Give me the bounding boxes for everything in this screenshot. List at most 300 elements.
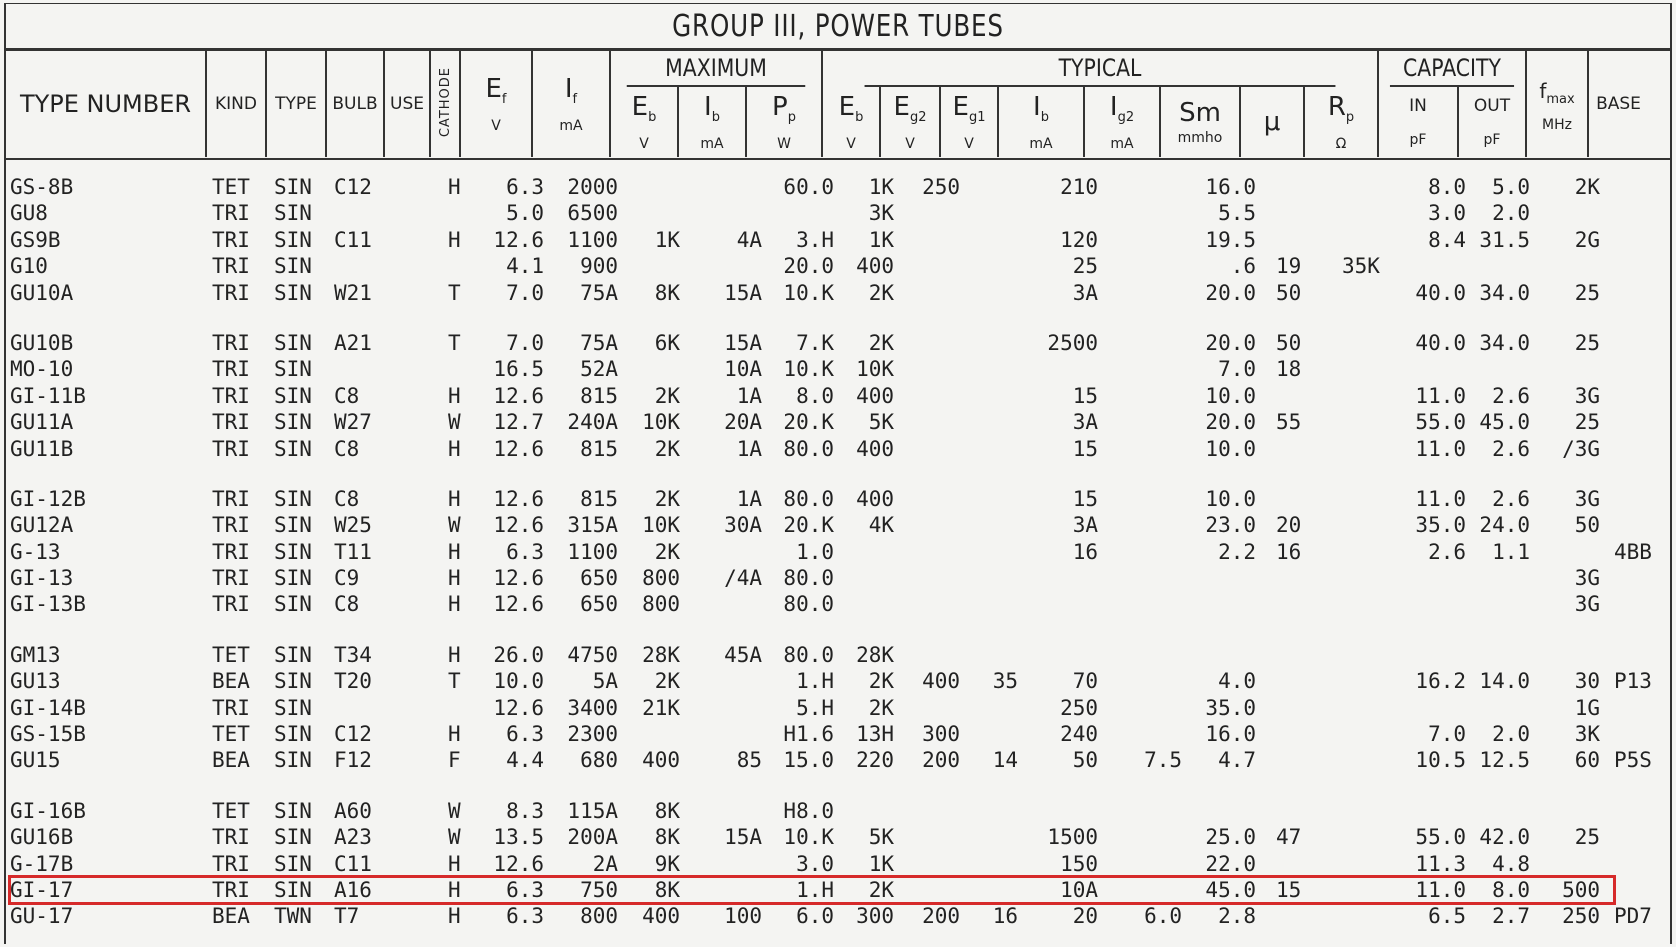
cell-kind: TET [212,175,250,199]
cell-tp: SIN [274,851,312,876]
cell-base: PD7 [1614,904,1652,929]
cell-sm: 4.7 [1218,748,1256,773]
cell-eg1: 14 [992,748,1018,773]
cell-bulb: T7 [334,904,360,929]
cell-type: GU10B [10,330,74,355]
cell-mib: /4A [724,566,762,591]
cell-cath: T [448,280,461,305]
cell-type: GM13 [10,642,61,667]
cell-cath: H [448,722,461,747]
cell-cath: W [448,513,461,538]
cell-type: GI-14B [10,695,86,720]
cell-if: 75A [580,330,618,355]
cell-meb: 8K [654,825,680,850]
cell-ib: 1500 [1047,825,1098,850]
table-row [6,280,1670,306]
cell-mu: 50 [1276,330,1302,355]
cell-ef: 7.0 [506,330,544,355]
cell-fmax: 3G [1574,383,1600,408]
cell-meb: 8K [654,798,680,823]
cell-fmax: 2G [1574,227,1600,252]
table-row [6,436,1670,462]
cell-out: 24.0 [1479,513,1530,538]
cell-ib: 250 [1060,695,1098,720]
cell-type: MO-10 [10,357,74,382]
cell-out: 5.0 [1492,175,1530,199]
cell-bulb: C12 [334,722,372,747]
cell-mpp: 6.0 [796,904,834,929]
header-typ-eb: $E_b$ V [822,87,880,157]
table-row [6,383,1670,409]
cell-teb: 400 [856,486,894,511]
cell-out: 8.0 [1492,877,1530,902]
cell-tp: SIN [274,175,312,199]
cell-if: 815 [580,436,618,461]
cell-in: 55.0 [1415,825,1466,850]
cell-tp: SIN [274,280,312,305]
table-row [6,174,1670,200]
cell-out: 2.7 [1492,904,1530,929]
cell-kind: TRI [212,695,250,720]
cell-if: 2A [592,851,618,876]
cell-out: 4.8 [1492,851,1530,876]
cell-ib: 150 [1060,851,1098,876]
cell-meb: 28K [642,642,680,667]
cell-kind: TRI [212,436,250,461]
cell-if: 1100 [567,539,618,564]
cell-mib: 15A [724,330,762,355]
cell-eg2: 250 [922,175,960,199]
cell-ef: 12.6 [493,513,544,538]
cell-in: 11.3 [1415,851,1466,876]
cell-kind: TRI [212,877,250,902]
cell-if: 115A [567,798,618,823]
cell-meb: 800 [642,566,680,591]
cell-if: 4750 [567,642,618,667]
cell-meb: 8K [654,877,680,902]
cell-teb: 400 [856,383,894,408]
cell-mpp: H8.0 [783,798,834,823]
cell-meb: 1K [654,227,680,252]
cell-tp: SIN [274,877,312,902]
cell-teb: 13H [856,722,894,747]
cell-kind: TET [212,798,250,823]
cell-ef: 12.6 [493,486,544,511]
header-cap-in: IN pF [1378,87,1458,157]
table-row [6,798,1670,824]
cell-mpp: 80.0 [783,642,834,667]
cell-sm: 10.0 [1205,436,1256,461]
cell-type: GI-13 [10,566,74,591]
cell-teb: 1K [868,851,894,876]
cell-mpp: 3.0 [796,851,834,876]
cell-if: 75A [580,280,618,305]
cell-mpp: 20.0 [783,254,834,279]
table-row [6,512,1670,538]
table-row [6,200,1670,226]
cell-if: 52A [580,357,618,382]
cell-kind: TET [212,722,250,747]
cell-kind: TRI [212,383,250,408]
cell-tp: SIN [274,592,312,617]
cell-type: GU-17 [10,904,74,929]
cell-tp: SIN [274,227,312,252]
cell-cath: H [448,383,461,408]
cell-cath: T [448,330,461,355]
cell-in: 11.0 [1415,383,1466,408]
header-typ-eg2: $E_{g2}$ V [880,87,940,157]
cell-bulb: C12 [334,175,372,199]
table-row [6,409,1670,435]
cell-base: 4BB [1614,539,1652,564]
cell-bulb: W27 [334,410,372,435]
cell-fmax: 25 [1574,330,1600,355]
cell-in: 35.0 [1415,513,1466,538]
cell-kind: TRI [212,227,250,252]
cell-mpp: 10.K [783,357,834,382]
cell-cath: H [448,436,461,461]
cell-kind: TRI [212,592,250,617]
cell-sm: 7.0 [1218,357,1256,382]
cell-sm: 2.2 [1218,539,1256,564]
cell-in: 3.0 [1428,201,1466,226]
cell-meb: 800 [642,592,680,617]
cell-mpp: 7.K [796,330,834,355]
cell-tp: SIN [274,383,312,408]
cell-mpp: 10.K [783,280,834,305]
header-type: TYPE [266,51,326,157]
cell-kind: TRI [212,851,250,876]
cell-fmax: 60 [1574,748,1600,773]
cell-meb: 2K [654,383,680,408]
cell-type: GU10A [10,280,74,305]
cell-cath: H [448,592,461,617]
cell-mpp: 80.0 [783,566,834,591]
cell-mib: 45A [724,642,762,667]
header-typ-mu: μ [1240,87,1304,157]
cell-ef: 6.3 [506,877,544,902]
cell-cath: H [448,227,461,252]
cell-bulb: C8 [334,383,360,408]
cell-if: 315A [567,513,618,538]
cell-cath: H [448,486,461,511]
table-row [6,747,1670,773]
header-kind: KIND [206,51,266,157]
cell-teb: 28K [856,642,894,667]
cell-ef: 6.3 [506,722,544,747]
cell-teb: 300 [856,904,894,929]
cell-bulb: C11 [334,851,372,876]
cell-teb: 220 [856,748,894,773]
cell-tp: SIN [274,695,312,720]
cell-kind: TRI [212,254,250,279]
cell-kind: TRI [212,513,250,538]
cell-bulb: T11 [334,539,372,564]
cell-mib: 30A [724,513,762,538]
highlight-box [8,875,1616,905]
cell-ef: 6.3 [506,904,544,929]
cell-teb: 10K [856,357,894,382]
cell-if: 900 [580,254,618,279]
cell-sm: 19.5 [1205,227,1256,252]
cell-mib: 100 [724,904,762,929]
cell-teb: 2K [868,695,894,720]
cell-eg2: 200 [922,904,960,929]
cell-kind: TRI [212,486,250,511]
cell-ef: 4.1 [506,254,544,279]
table-row [6,539,1670,565]
cell-mu: 47 [1276,825,1302,850]
cell-if: 815 [580,486,618,511]
cell-base: P13 [1614,669,1652,694]
cell-bulb: C8 [334,436,360,461]
table-row [6,227,1670,253]
cell-sm: 2.8 [1218,904,1256,929]
cell-type: GI-11B [10,383,86,408]
cell-sm: 25.0 [1205,825,1256,850]
cell-out: 2.6 [1492,383,1530,408]
cell-ef: 16.5 [493,357,544,382]
cell-type: GU12A [10,513,74,538]
cell-mib: 4A [736,227,762,252]
table-row [6,695,1670,721]
cell-out: 14.0 [1479,669,1530,694]
cell-type: GS9B [10,227,61,252]
cell-sm: .6 [1230,254,1256,279]
cell-in: 11.0 [1415,486,1466,511]
cell-type: G-17B [10,851,74,876]
cell-tp: SIN [274,513,312,538]
cell-teb: 5K [868,410,894,435]
cell-eg2: 200 [922,748,960,773]
cell-tp: SIN [274,254,312,279]
cell-cath: H [448,175,461,199]
tube-data-sheet [4,3,1672,944]
cell-tp: SIN [274,825,312,850]
table-row [6,903,1670,929]
cell-type: GU11B [10,436,74,461]
table-row [6,824,1670,850]
cell-ef: 12.6 [493,851,544,876]
cell-rp: 35K [1342,254,1380,279]
cell-in: 6.5 [1428,904,1466,929]
cell-mpp: 5.H [796,695,834,720]
cell-in: 55.0 [1415,410,1466,435]
header-typ-sm: Sm mmho [1160,87,1240,157]
cell-sm: 20.0 [1205,330,1256,355]
cell-mpp: 80.0 [783,436,834,461]
cell-mpp: 20.K [783,410,834,435]
header-use: USE [384,51,430,157]
cell-kind: TRI [212,539,250,564]
cell-teb: 4K [868,513,894,538]
header-cathode: CATHODE [430,51,460,157]
cell-bulb: W21 [334,280,372,305]
cell-sm: 35.0 [1205,695,1256,720]
cell-meb: 2K [654,539,680,564]
cell-ib: 50 [1072,748,1098,773]
cell-bulb: A16 [334,877,372,902]
cell-ib: 120 [1060,227,1098,252]
cell-sm: 10.0 [1205,486,1256,511]
cell-ib: 10A [1060,877,1098,902]
cell-ef: 12.7 [493,410,544,435]
cell-type: GU8 [10,201,48,226]
cell-ef: 12.6 [493,436,544,461]
cell-ib: 240 [1060,722,1098,747]
header-ef: $E_f$ V [460,51,532,157]
cell-meb: 2K [654,669,680,694]
cell-cath: H [448,539,461,564]
cell-ib: 25 [1072,254,1098,279]
cell-mpp: 3.H [796,227,834,252]
cell-cath: W [448,825,461,850]
cell-ef: 7.0 [506,280,544,305]
cell-if: 240A [567,410,618,435]
cell-teb: 2K [868,330,894,355]
cell-bulb: A21 [334,330,372,355]
cell-fmax: 25 [1574,825,1600,850]
cell-mib: 1A [736,486,762,511]
cell-sm: 20.0 [1205,280,1256,305]
cell-tp: SIN [274,539,312,564]
cell-tp: SIN [274,410,312,435]
cell-mu: 18 [1276,357,1302,382]
cell-ef: 26.0 [493,642,544,667]
cell-kind: BEA [212,748,250,773]
cell-teb: 2K [868,877,894,902]
cell-fmax: 250 [1562,904,1600,929]
cell-fmax: 1G [1574,695,1600,720]
cell-fmax: 3G [1574,592,1600,617]
cell-if: 2300 [567,722,618,747]
cell-meb: 21K [642,695,680,720]
cell-meb: 2K [654,486,680,511]
cell-kind: TRI [212,566,250,591]
cell-eg1: 16 [992,904,1018,929]
cell-meb: 400 [642,748,680,773]
cell-mpp: 10.K [783,825,834,850]
cell-ib: 20 [1072,904,1098,929]
table-row [6,721,1670,747]
cell-mib: 15A [724,280,762,305]
cell-tp: SIN [274,357,312,382]
cell-tp: SIN [274,566,312,591]
cell-bulb: A23 [334,825,372,850]
cell-cath: W [448,798,461,823]
cell-mu: 20 [1276,513,1302,538]
cell-meb: 10K [642,513,680,538]
cell-tp: SIN [274,748,312,773]
cell-tp: SIN [274,722,312,747]
cell-sm: 5.5 [1218,201,1256,226]
cell-ef: 10.0 [493,669,544,694]
cell-fmax: 25 [1574,410,1600,435]
cell-teb: 5K [868,825,894,850]
cell-ef: 13.5 [493,825,544,850]
cell-meb: 400 [642,904,680,929]
header-typ-rp: $R_p$ Ω [1304,87,1378,157]
cell-meb: 10K [642,410,680,435]
cell-mpp: 1.0 [796,539,834,564]
cell-ef: 5.0 [506,201,544,226]
header-max-ib: $I_b$ mA [678,87,746,157]
cell-ef: 4.4 [506,748,544,773]
cell-mib: 85 [736,748,762,773]
cell-out: 2.6 [1492,486,1530,511]
header-typical: TYPICAL [822,51,1378,87]
cell-mu: 15 [1276,877,1302,902]
header-base: BASE [1596,94,1641,114]
cell-tp: SIN [274,642,312,667]
cell-mu: 55 [1276,410,1302,435]
cell-out: 42.0 [1479,825,1530,850]
cell-type: GI-16B [10,798,86,823]
cell-ib: 15 [1072,486,1098,511]
cell-in: 10.5 [1415,748,1466,773]
column-header [6,51,1648,157]
cell-kind: TRI [212,330,250,355]
cell-fmax: 3K [1574,722,1600,747]
cell-sm: 4.0 [1218,669,1256,694]
cell-if: 680 [580,748,618,773]
cell-kind: TRI [212,280,250,305]
cell-in: 40.0 [1415,330,1466,355]
cell-in: 7.0 [1428,722,1466,747]
cell-mu: 50 [1276,280,1302,305]
cell-in: 8.4 [1428,227,1466,252]
tube-table-body [6,174,1670,930]
cell-tp: SIN [274,436,312,461]
cell-cath: T [448,669,461,694]
cell-tp: SIN [274,330,312,355]
cell-in: 2.6 [1428,539,1466,564]
cell-fmax: 500 [1562,877,1600,902]
header-max-pp: $P_p$ W [746,87,822,157]
cell-mib: 15A [724,825,762,850]
cell-mpp: 80.0 [783,486,834,511]
cell-teb: 1K [868,175,894,199]
cell-out: 2.0 [1492,722,1530,747]
cell-kind: BEA [212,669,250,694]
cell-cath: F [448,748,461,773]
cell-fmax: 2K [1574,175,1600,199]
cell-type: GU15 [10,748,61,773]
cell-eg2: 300 [922,722,960,747]
cell-bulb: T20 [334,669,372,694]
cell-if: 800 [580,904,618,929]
cell-ef: 8.3 [506,798,544,823]
cell-ib: 15 [1072,383,1098,408]
cell-tp: SIN [274,798,312,823]
cell-sm: 23.0 [1205,513,1256,538]
header-if: $I_f$ mA [532,51,610,157]
cell-in: 16.2 [1415,669,1466,694]
cell-mu: 16 [1276,539,1302,564]
cell-fmax: 50 [1574,513,1600,538]
cell-mpp: 1.H [796,877,834,902]
cell-fmax: 3G [1574,486,1600,511]
cell-out: 34.0 [1479,280,1530,305]
header-rule [6,158,1670,160]
cell-ef: 6.3 [506,539,544,564]
cell-if: 750 [580,877,618,902]
cell-tp: TWN [274,904,312,929]
cell-kind: TRI [212,825,250,850]
cell-mpp: 80.0 [783,592,834,617]
cell-sm: 10.0 [1205,383,1256,408]
table-row [6,253,1670,279]
